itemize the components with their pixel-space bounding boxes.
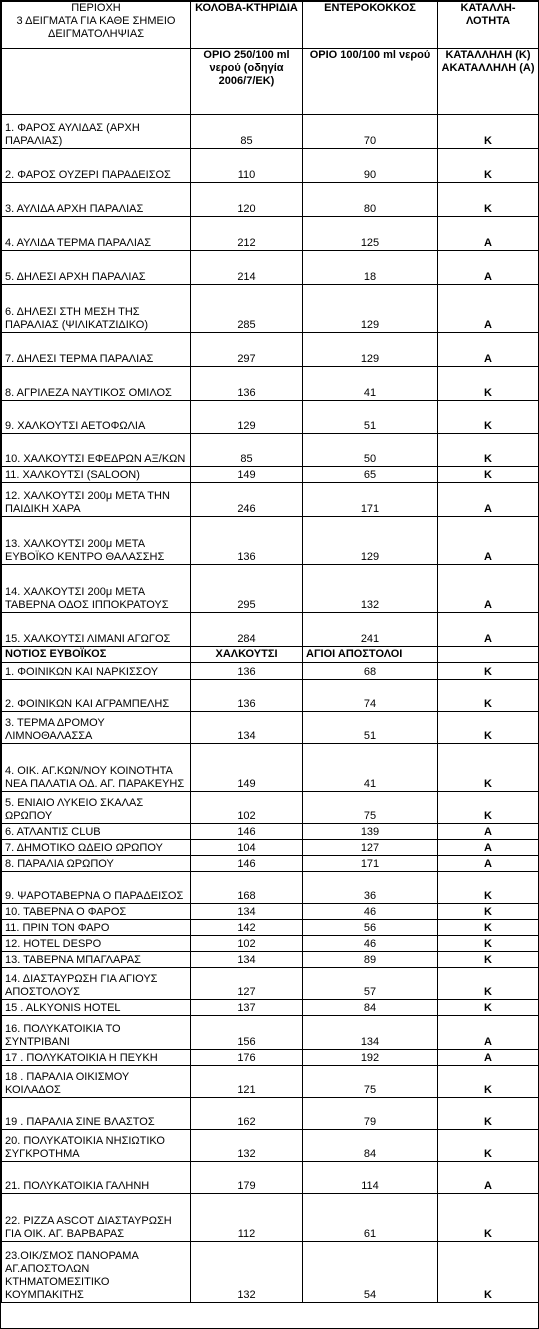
suitability-value: Α — [438, 251, 539, 285]
enterococcus-value: 171 — [303, 483, 438, 517]
coliform-value: 137 — [191, 1000, 303, 1016]
suitability-value: Α — [438, 285, 539, 333]
enterococcus-value: 41 — [303, 367, 438, 401]
suitability-value: Α — [438, 217, 539, 251]
coliform-value: 297 — [191, 333, 303, 367]
coliform-value: 146 — [191, 824, 303, 840]
enterococcus-value: 70 — [303, 115, 438, 149]
suitability-value: Κ — [438, 467, 539, 483]
enterococcus-value: 36 — [303, 872, 438, 904]
sampling-point-name: 5. ΔΗΛΕΣΙ ΑΡΧΗ ΠΑΡΑΛΙΑΣ — [2, 251, 191, 285]
enterococcus-value: 84 — [303, 1130, 438, 1162]
enterococcus-value: 41 — [303, 744, 438, 792]
suitability-value: Α — [438, 613, 539, 647]
table-row — [2, 1066, 539, 1098]
header-row — [2, 2, 539, 49]
suitability-value: Α — [438, 333, 539, 367]
suitability-value: Α — [438, 565, 539, 613]
coliform-value: 168 — [191, 872, 303, 904]
sampling-point-name: 11. ΠΡΙΝ ΤΟΝ ΦΑΡΟ — [2, 920, 191, 936]
section-empty-cell — [438, 647, 539, 663]
suitability-value: Α — [438, 483, 539, 517]
suitability-value: Κ — [438, 1130, 539, 1162]
enterococcus-value: 89 — [303, 952, 438, 968]
suitability-value: Κ — [438, 792, 539, 824]
table-row — [2, 285, 539, 333]
suitability-value: Κ — [438, 744, 539, 792]
enterococcus-value: 18 — [303, 251, 438, 285]
enterococcus-value: 129 — [303, 285, 438, 333]
header-area-subtitle: 3 ΔΕΙΓΜΑΤΑ ΓΙΑ ΚΑΘΕ ΣΗΜΕΙΟ ΔΕΙΓΜΑΤΟΛΗΨΙΑΣ — [16, 15, 176, 40]
suitability-value: Κ — [438, 712, 539, 744]
header-enterococcus: ΕΝΤΕΡΟΚΟΚΚΟΣ — [303, 2, 438, 49]
suitability-value: Κ — [438, 952, 539, 968]
sampling-point-name: 1. ΦΟΙΝΙΚΩΝ ΚΑΙ ΝΑΡΚΙΣΣΟΥ — [2, 663, 191, 680]
coliform-value: 127 — [191, 968, 303, 1000]
table-row — [2, 904, 539, 920]
table-row — [2, 367, 539, 401]
table-row — [2, 565, 539, 613]
table-row — [2, 663, 539, 680]
table-row — [2, 333, 539, 367]
sampling-point-name: 11. ΧΑΛΚΟΥΤΣΙ (SALOON) — [2, 467, 191, 483]
enterococcus-value: 56 — [303, 920, 438, 936]
limits-empty-cell — [2, 49, 191, 115]
enterococcus-value: 75 — [303, 1066, 438, 1098]
bathing-water-results-table — [1, 1, 539, 1303]
coliform-value: 85 — [191, 115, 303, 149]
limit-suitability: ΚΑΤΑΛΛΗΛΗ (Κ) ΑΚΑΤΑΛΛΗΛΗ (Α) — [438, 49, 539, 115]
table-row — [2, 483, 539, 517]
header-area-title: ΠΕΡΙΟΧΗ — [71, 2, 121, 14]
enterococcus-value: 50 — [303, 434, 438, 467]
section-header-row — [2, 647, 539, 663]
suitability-value: Κ — [438, 936, 539, 952]
limit-coliform: ΟΡΙΟ 250/100 ml νερού (οδηγία 2006/7/ΕΚ) — [191, 49, 303, 115]
table-row — [2, 183, 539, 217]
enterococcus-value: 114 — [303, 1162, 438, 1194]
sampling-point-name: 12. HOTEL DESPO — [2, 936, 191, 952]
table-row — [2, 840, 539, 856]
coliform-value: 179 — [191, 1162, 303, 1194]
sampling-point-name: 21. ΠΟΛΥΚΑΤΟΙΚΙΑ ΓΑΛΗΝΗ — [2, 1162, 191, 1194]
suitability-value: Κ — [438, 1098, 539, 1130]
coliform-value: 104 — [191, 840, 303, 856]
sampling-point-name: 18 . ΠΑΡΑΛΙΑ ΟΙΚΙΣΜΟΥ ΚΟΙΛΑΔΟΣ — [2, 1066, 191, 1098]
coliform-value: 295 — [191, 565, 303, 613]
sampling-point-name: 9. ΧΑΛΚΟΥΤΣΙ ΑΕΤΟΦΩΛΙΑ — [2, 401, 191, 434]
enterococcus-value: 74 — [303, 680, 438, 712]
suitability-value: Κ — [438, 680, 539, 712]
table-row — [2, 1016, 539, 1050]
coliform-value: 214 — [191, 251, 303, 285]
enterococcus-value: 51 — [303, 712, 438, 744]
enterococcus-value: 54 — [303, 1242, 438, 1303]
header-coliform: ΚΟΛΟΒΑ-ΚΤΗΡΙΔΙΑ — [191, 2, 303, 49]
coliform-value: 149 — [191, 744, 303, 792]
coliform-value: 146 — [191, 856, 303, 872]
suitability-value: Κ — [438, 1194, 539, 1242]
coliform-value: 134 — [191, 904, 303, 920]
sampling-point-name: 15. ΧΑΛΚΟΥΤΣΙ ΛΙΜΑΝΙ ΑΓΩΓΟΣ — [2, 613, 191, 647]
sampling-point-name: 22. PIZZA ASCOT ΔΙΑΣΤΑΥΡΩΣΗ ΓΙΑ ΟΙΚ. ΑΓ. ΒΑΡΒΑΡΑΣ — [2, 1194, 191, 1242]
enterococcus-value: 132 — [303, 565, 438, 613]
sampling-point-name: 12. ΧΑΛΚΟΥΤΣΙ 200μ ΜΕΤΑ ΤΗΝ ΠΑΙΔΙΚΗ ΧΑΡΑ — [2, 483, 191, 517]
enterococcus-value: 68 — [303, 663, 438, 680]
sampling-point-name: 6. ΑΤΛΑΝΤΙΣ CLUB — [2, 824, 191, 840]
sampling-point-name: 3. ΤΕΡΜΑ ΔΡΟΜΟΥ ΛΙΜΝΟΘΑΛΑΣΣΑ — [2, 712, 191, 744]
sampling-point-name: 9. ΨΑΡΟΤΑΒΕΡΝΑ Ο ΠΑΡΑΔΕΙΣΟΣ — [2, 872, 191, 904]
coliform-value: 121 — [191, 1066, 303, 1098]
table-row — [2, 1050, 539, 1066]
table-row — [2, 467, 539, 483]
sampling-point-name: 3. ΑΥΛΙΔΑ ΑΡΧΗ ΠΑΡΑΛΙΑΣ — [2, 183, 191, 217]
suitability-value: Κ — [438, 367, 539, 401]
suitability-value: Α — [438, 517, 539, 565]
enterococcus-value: 125 — [303, 217, 438, 251]
coliform-value: 136 — [191, 663, 303, 680]
suitability-value: Κ — [438, 920, 539, 936]
table-row — [2, 920, 539, 936]
sampling-point-name: 10. ΧΑΛΚΟΥΤΣΙ ΕΦΕΔΡΩΝ ΑΞ/ΚΩΝ — [2, 434, 191, 467]
sampling-point-name: 14. ΧΑΛΚΟΥΤΣΙ 200μ ΜΕΤΑ ΤΑΒΕΡΝΑ ΟΔΟΣ ΙΠΠΟΚΡΑΤΟΥΣ — [2, 565, 191, 613]
enterococcus-value: 79 — [303, 1098, 438, 1130]
suitability-value: Κ — [438, 968, 539, 1000]
suitability-value: Κ — [438, 663, 539, 680]
sampling-point-name: 15 . ALKYONIS HOTEL — [2, 1000, 191, 1016]
table-row — [2, 434, 539, 467]
sampling-point-name: 4. ΑΥΛΙΔΑ ΤΕΡΜΑ ΠΑΡΑΛΙΑΣ — [2, 217, 191, 251]
suitability-value: Α — [438, 1050, 539, 1066]
sampling-point-name: 10. ΤΑΒΕΡΝΑ Ο ΦΑΡΟΣ — [2, 904, 191, 920]
suitability-value: Α — [438, 824, 539, 840]
limit-enterococcus: ΟΡΙΟ 100/100 ml νερού — [303, 49, 438, 115]
sampling-point-name: 6. ΔΗΛΕΣΙ ΣΤΗ ΜΕΣΗ ΤΗΣ ΠΑΡΑΛΙΑΣ (ΨΙΛΙΚΑΤΖΙΔΙΚΟ) — [2, 285, 191, 333]
sampling-point-name: 7. ΔΗΛΕΣΙ ΤΕΡΜΑ ΠΑΡΑΛΙΑΣ — [2, 333, 191, 367]
coliform-value: 112 — [191, 1194, 303, 1242]
limits-row — [2, 49, 539, 115]
sampling-point-name: 23.ΟΙΚ/ΣΜΟΣ ΠΑΝΟΡΑΜΑ ΑΓ.ΑΠΟΣΤΟΛΩΝ ΚΤΗΜΑΤΟΜΕΣΙΤΙΚΟ ΚΟΥΜΠΑΚΙΤΗΣ — [2, 1242, 191, 1303]
table-row — [2, 1162, 539, 1194]
enterococcus-value: 129 — [303, 517, 438, 565]
enterococcus-value: 80 — [303, 183, 438, 217]
header-area-cell — [2, 2, 191, 49]
table-row — [2, 517, 539, 565]
coliform-value: 134 — [191, 952, 303, 968]
section-col-agioi-apostoloi: ΑΓΙΟΙ ΑΠΟΣΤΟΛΟΙ — [303, 647, 438, 663]
coliform-value: 132 — [191, 1242, 303, 1303]
sampling-point-name: 16. ΠΟΛΥΚΑΤΟΙΚΙΑ ΤΟ ΣΥΝΤΡΙΒΑΝΙ — [2, 1016, 191, 1050]
coliform-value: 110 — [191, 149, 303, 183]
coliform-value: 136 — [191, 367, 303, 401]
table-row — [2, 792, 539, 824]
sampling-point-name: 14. ΔΙΑΣΤΑΥΡΩΣΗ ΓΙΑ ΑΓΙΟΥΣ ΑΠΟΣΤΟΛΟΥΣ — [2, 968, 191, 1000]
coliform-value: 102 — [191, 936, 303, 952]
suitability-value: Α — [438, 1016, 539, 1050]
table-row — [2, 149, 539, 183]
coliform-value: 85 — [191, 434, 303, 467]
table-row — [2, 712, 539, 744]
table-row — [2, 115, 539, 149]
table-row — [2, 936, 539, 952]
enterococcus-value: 57 — [303, 968, 438, 1000]
enterococcus-value: 61 — [303, 1194, 438, 1242]
coliform-value: 176 — [191, 1050, 303, 1066]
suitability-value: Α — [438, 1162, 539, 1194]
suitability-value: Κ — [438, 434, 539, 467]
table-row — [2, 613, 539, 647]
enterococcus-value: 171 — [303, 856, 438, 872]
table-row — [2, 1242, 539, 1303]
suitability-value: Κ — [438, 872, 539, 904]
coliform-value: 142 — [191, 920, 303, 936]
sampling-point-name: 2. ΦΟΙΝΙΚΩΝ ΚΑΙ ΑΓΡΑΜΠΕΛΗΣ — [2, 680, 191, 712]
sampling-point-name: 4. ΟΙΚ. ΑΓ.ΚΩΝ/ΝΟΥ ΚΟΙΝΟΤΗΤΑ ΝΕΑ ΠΑΛΑΤΙΑ ΟΔ. ΑΓ. ΠΑΡΑΚΕΥΗΣ — [2, 744, 191, 792]
enterococcus-value: 192 — [303, 1050, 438, 1066]
section-title: ΝΟΤΙΟΣ ΕΥΒΟΪΚΟΣ — [2, 647, 191, 663]
table-row — [2, 1194, 539, 1242]
table-row — [2, 401, 539, 434]
coliform-value: 134 — [191, 712, 303, 744]
sampling-point-name: 8. ΑΓΡΙΛΕΖΑ ΝΑΥΤΙΚΟΣ ΟΜΙΛΟΣ — [2, 367, 191, 401]
sampling-point-name: 7. ΔΗΜΟΤΙΚΟ ΩΔΕΙΟ ΩΡΩΠΟΥ — [2, 840, 191, 856]
coliform-value: 132 — [191, 1130, 303, 1162]
suitability-value: Κ — [438, 904, 539, 920]
sampling-point-name: 20. ΠΟΛΥΚΑΤΟΙΚΙΑ ΝΗΣΙΩΤΙΚΟ ΣΥΓΚΡΟΤΗΜΑ — [2, 1130, 191, 1162]
table-row — [2, 680, 539, 712]
enterococcus-value: 90 — [303, 149, 438, 183]
sampling-point-name: 2. ΦΑΡΟΣ ΟΥΖΕΡΙ ΠΑΡΑΔΕΙΣΟΣ — [2, 149, 191, 183]
coliform-value: 120 — [191, 183, 303, 217]
section-col-chalkoutsi: ΧΑΛΚΟΥΤΣΙ — [191, 647, 303, 663]
coliform-value: 285 — [191, 285, 303, 333]
sampling-point-name: 13. ΧΑΛΚΟΥΤΣΙ 200μ ΜΕΤΑ ΕΥΒΟΪΚΟ ΚΕΝΤΡΟ ΘΑΛΑΣΣΗΣ — [2, 517, 191, 565]
coliform-value: 162 — [191, 1098, 303, 1130]
table-row — [2, 744, 539, 792]
enterococcus-value: 127 — [303, 840, 438, 856]
enterococcus-value: 129 — [303, 333, 438, 367]
coliform-value: 129 — [191, 401, 303, 434]
table-row — [2, 824, 539, 840]
suitability-value: Α — [438, 840, 539, 856]
enterococcus-value: 46 — [303, 936, 438, 952]
coliform-value: 284 — [191, 613, 303, 647]
table-row — [2, 1130, 539, 1162]
suitability-value: Κ — [438, 183, 539, 217]
sampling-point-name: 1. ΦΑΡΟΣ ΑΥΛΙΔΑΣ (ΑΡΧΗ ΠΑΡΑΛΙΑΣ) — [2, 115, 191, 149]
suitability-value: Κ — [438, 1000, 539, 1016]
suitability-value: Κ — [438, 115, 539, 149]
coliform-value: 136 — [191, 680, 303, 712]
table-row — [2, 968, 539, 1000]
table-row — [2, 952, 539, 968]
suitability-value: Α — [438, 856, 539, 872]
suitability-value: Κ — [438, 401, 539, 434]
suitability-value: Κ — [438, 149, 539, 183]
coliform-value: 149 — [191, 467, 303, 483]
sampling-point-name: 5. ΕΝΙΑΙΟ ΛΥΚΕΙΟ ΣΚΑΛΑΣ ΩΡΩΠΟΥ — [2, 792, 191, 824]
enterococcus-value: 51 — [303, 401, 438, 434]
enterococcus-value: 84 — [303, 1000, 438, 1016]
coliform-value: 246 — [191, 483, 303, 517]
table-row — [2, 856, 539, 872]
suitability-value: Κ — [438, 1242, 539, 1303]
sampling-point-name: 13. ΤΑΒΕΡΝΑ ΜΠΑΓΛΑΡΑΣ — [2, 952, 191, 968]
table-row — [2, 1000, 539, 1016]
suitability-value: Κ — [438, 1066, 539, 1098]
table-row — [2, 872, 539, 904]
header-suitability: ΚΑΤΑΛΛΗ-ΛΟΤΗΤΑ — [438, 2, 539, 49]
table-row — [2, 1098, 539, 1130]
sampling-point-name: 17 . ΠΟΛΥΚΑΤΟΙΚΙΑ Η ΠΕΥΚΗ — [2, 1050, 191, 1066]
table-row — [2, 251, 539, 285]
coliform-value: 102 — [191, 792, 303, 824]
coliform-value: 212 — [191, 217, 303, 251]
enterococcus-value: 65 — [303, 467, 438, 483]
enterococcus-value: 241 — [303, 613, 438, 647]
coliform-value: 156 — [191, 1016, 303, 1050]
table-row — [2, 217, 539, 251]
enterococcus-value: 134 — [303, 1016, 438, 1050]
sampling-point-name: 8. ΠΑΡΑΛΙΑ ΩΡΩΠΟΥ — [2, 856, 191, 872]
enterococcus-value: 75 — [303, 792, 438, 824]
enterococcus-value: 139 — [303, 824, 438, 840]
sampling-point-name: 19 . ΠΑΡΑΛΙΑ ΣΙΝΕ ΒΛΑΣΤΟΣ — [2, 1098, 191, 1130]
coliform-value: 136 — [191, 517, 303, 565]
enterococcus-value: 46 — [303, 904, 438, 920]
